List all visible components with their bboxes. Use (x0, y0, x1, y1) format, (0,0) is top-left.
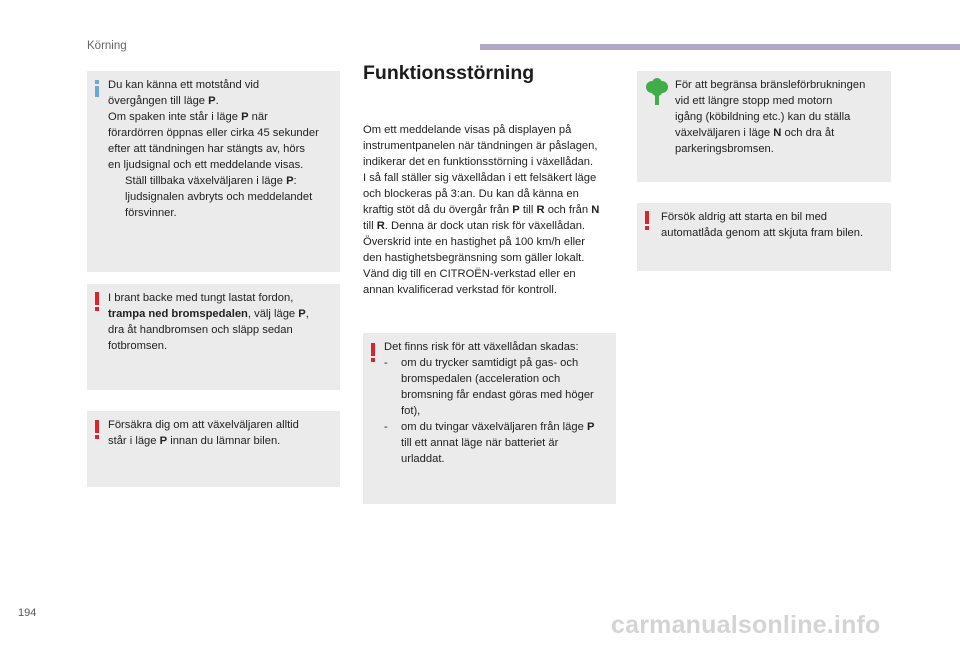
paragraph-line: annan kvalificerad verkstad för kontroll. (363, 284, 558, 296)
warning-line: trampa ned bromspedalen, välj läge P, (108, 308, 309, 320)
paragraph-line: den hastighetsbegränsning som gäller lokalt. (363, 252, 585, 264)
warning-line: Försök aldrig att starta en bil med (661, 211, 828, 223)
eco-line: vid ett längre stopp med motorn (675, 95, 833, 107)
warning-line: fotbromsen. (108, 340, 168, 352)
info-bullet-cont: ljudsignalen avbryts och meddelandet (125, 191, 313, 203)
paragraph-line: till R. Denna är dock utan risk för växellådan. (363, 220, 586, 232)
info-line: efter att tändningen har stängts av, hörs (108, 143, 305, 155)
warning-icon (645, 211, 651, 231)
warning-list-cont: urladdat. (401, 453, 445, 465)
warning-line: står i läge P innan du lämnar bilen. (108, 435, 281, 447)
info-line: Du kan känna ett motstånd vid (108, 79, 260, 91)
eco-line: För att begränsa bränsleförbrukningen (675, 79, 866, 91)
warning-list-cont: bromspedalen (acceleration och (401, 373, 561, 385)
info-bullet: Ställ tillbaka växelväljaren i läge P: (125, 175, 297, 187)
warning-list-item: - om du tvingar växelväljaren från läge P (384, 421, 595, 433)
info-icon (95, 80, 100, 96)
warning-list-item: - om du trycker samtidigt på gas- och (384, 357, 579, 369)
warning-box-gearbox-damage (363, 333, 616, 504)
info-line: övergången till läge P. (108, 95, 219, 107)
info-text (108, 77, 340, 221)
paragraph-line: och blockeras på 3:an. Du kan då känna en (363, 188, 579, 200)
warning-text (108, 290, 340, 354)
page-number: 194 (18, 607, 37, 619)
page-heading: Funktionsstörning (363, 62, 535, 84)
info-bullet-cont: försvinner. (125, 207, 177, 219)
warning-box-park (87, 411, 340, 487)
header-bar (480, 44, 960, 50)
warning-box-push-start (637, 203, 891, 271)
eco-line: parkeringsbromsen. (675, 143, 774, 155)
eco-line: igång (köbildning etc.) kan du ställa (675, 111, 851, 123)
dash-mark: - (384, 357, 388, 369)
info-line: Om spaken inte står i läge P när (108, 111, 268, 123)
paragraph-line: instrumentpanelen när tändningen är påslagen, (363, 140, 598, 152)
paragraph-line: I så fall ställer sig växellådan i ett felsäkert läge (363, 172, 597, 184)
warning-line: Försäkra dig om att växelväljaren alltid (108, 419, 299, 431)
paragraph-line: indikerar det en funktionsstörning i växellådan. (363, 156, 594, 168)
warning-icon (95, 292, 101, 312)
section-title: Körning (87, 40, 127, 52)
paragraph-line: kraftig stöt då du övergår från P till R och från N (363, 204, 600, 216)
main-paragraph (363, 122, 618, 298)
warning-text (384, 339, 616, 467)
paragraph-line: Om ett meddelande visas på displayen på (363, 124, 572, 136)
eco-text (675, 77, 889, 157)
paragraph-line: Överskrid inte en hastighet på 100 km/h eller (363, 236, 586, 248)
warning-box-steep-slope (87, 284, 340, 390)
warning-line: automatlåda genom att skjuta fram bilen. (661, 227, 864, 239)
warning-icon (95, 420, 101, 440)
warning-line: dra åt handbromsen och släpp sedan (108, 324, 293, 336)
warning-icon (371, 343, 377, 363)
eco-tree-icon (645, 78, 669, 106)
dash-mark: - (384, 421, 388, 433)
paragraph-line: Vänd dig till en CITROËN-verkstad eller en (363, 268, 576, 280)
warning-line: Det finns risk för att växellådan skadas: (384, 341, 579, 353)
eco-tip-box (637, 71, 891, 182)
warning-list-cont: fot), (401, 405, 421, 417)
eco-line: växelväljaren i läge N och dra åt (675, 127, 835, 139)
watermark: carmanualsonline.info (611, 611, 881, 639)
info-line: förardörren öppnas eller cirka 45 sekunder (108, 127, 319, 139)
warning-list-cont: bromsning får endast göras med höger (401, 389, 594, 401)
info-box (87, 71, 340, 272)
warning-text (661, 209, 889, 241)
info-line: en ljudsignal och ett meddelande visas. (108, 159, 304, 171)
warning-list-cont: till ett annat läge när batteriet är (401, 437, 559, 449)
warning-line: I brant backe med tungt lastat fordon, (108, 292, 294, 304)
warning-text (108, 417, 340, 449)
